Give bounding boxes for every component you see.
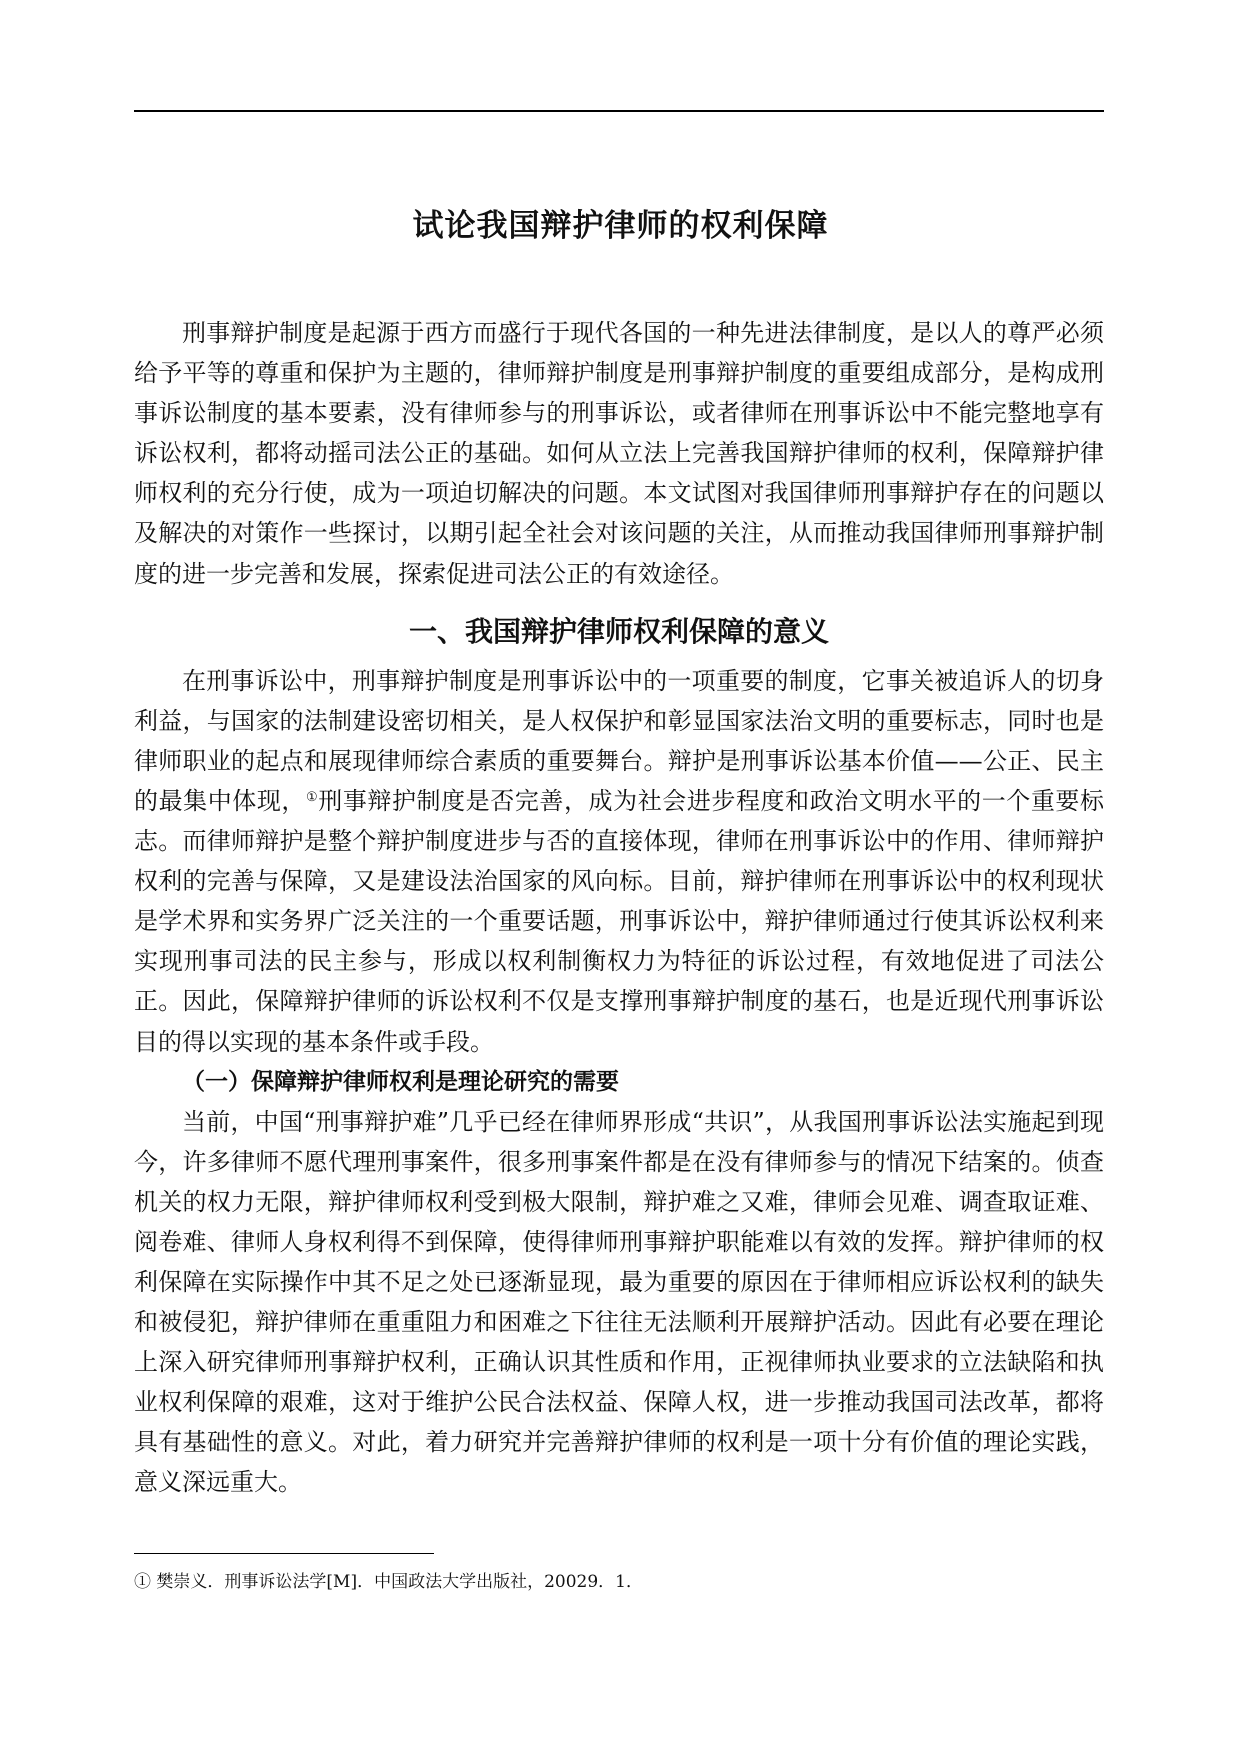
footnote-separator (134, 1553, 434, 1554)
section-paragraph-part2: 刑事辩护制度是否完善，成为社会进步程度和政治文明水平的一个重要标志。而律师辩护是整个辩护制度进步与否的直接体现，律师在刑事诉讼中的作用、律师辩护权利的完善与保障，又是建设法治国家的风向标。目前，辩护律师在刑事诉讼中的权利现状是学术界和实务界广泛关注的一个重要话题，刑事诉讼中，辩护律师通过行使其诉讼权利来实现刑事司法的民主参与，形成以权利制衡权力为特征的诉讼过程，有效地促进了司法公正。因此，保障辩护律师的诉讼权利不仅是支撑刑事辩护制度的基石，也是近现代刑事诉讼目的得以实现的基本条件或手段。 (134, 786, 1105, 1056)
subsection-heading: （一）保障辩护律师权利是理论研究的需要 (182, 1068, 619, 1095)
subsection-paragraph: 当前，中国“刑事辩护难”几乎已经在律师界形成“共识”，从我国刑事诉讼法实施起到现今，许多律师不愿代理刑事案件，很多刑事案件都是在没有律师参与的情况下结案的。侦查机关的权力无限，辩护律师权利受到极大限制，辩护难之又难，律师会见难、调查取证难、阅卷难、律师人身权利得不到保障，使得律师刑事辩护职能难以有效的发挥。辩护律师的权利保障在实际操作中其不足之处已逐渐显现，最为重要的原因在于律师相应诉讼权利的缺失和被侵犯，辩护律师在重重阻力和困难之下往往无法顺利开展辩护活动。因此有必要在理论上深入研究律师刑事辩护权利，正确认识其性质和作用，正视律师执业要求的立法缺陷和执业权利保障的艰难，这对于维护公民合法权益、保障人权，进一步推动我国司法改革，都将具有基础性的意义。对此，着力研究并完善辩护律师的权利是一项十分有价值的理论实践，意义深远重大。 (134, 1107, 1104, 1497)
footnote-reference[interactable]: ① (306, 789, 319, 805)
section-paragraph-part1: 在刑事诉讼中，刑事辩护制度是刑事诉讼中的一项重要的制度，它事关被追诉人的切身利益，与国家的法制建设密切相关，是人权保护和彰显国家法治文明的重要标志，同时也是律师职业的起点和展现律师综合素质的重要舞台。辩护是刑事诉讼基本价值——公正、民主的最集中体现， (134, 666, 1104, 815)
section-paragraph (134, 661, 1104, 1062)
section-heading: 一、我国辩护律师权利保障的意义 (408, 614, 829, 648)
intro-paragraph: 刑事辩护制度是起源于西方而盛行于现代各国的一种先进法律制度，是以人的尊严必须给予平等的尊重和保护为主题的，律师辩护制度是刑事辩护制度的重要组成部分，是构成刑事诉讼制度的基本要素，没有律师参与的刑事诉讼，或者律师在刑事诉讼中不能完整地享有诉讼权利，都将动摇司法公正的基础。如何从立法上完善我国辩护律师的权利，保障辩护律师权利的充分行使，成为一项迫切解决的问题。本文试图对我国律师刑事辩护存在的问题以及解决的对策作一些探讨，以期引起全社会对该问题的关注，从而推动我国律师刑事辩护制度的进一步完善和发展，探索促进司法公正的有效途径。 (134, 319, 1104, 588)
header-rule (134, 110, 1104, 112)
document-title: 试论我国辩护律师的权利保障 (412, 208, 829, 244)
footnote: ① 樊崇义．刑事诉讼法学[M]．中国政法大学出版社，20029．1． (134, 1572, 643, 1592)
document-body (134, 313, 1104, 1503)
